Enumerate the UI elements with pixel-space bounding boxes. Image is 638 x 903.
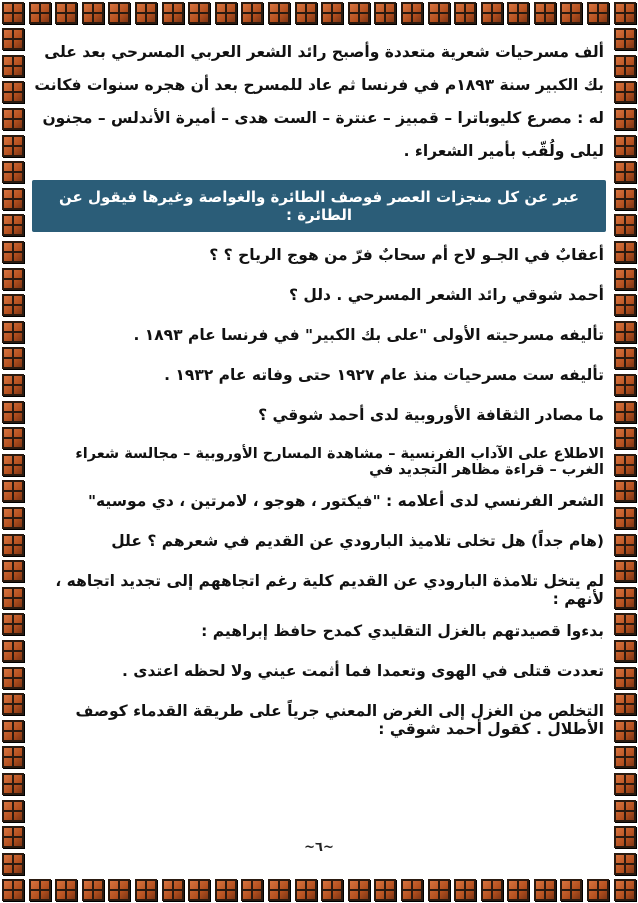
- border-box-icon: [108, 2, 130, 24]
- border-box-icon: [374, 879, 396, 901]
- section-banner: عبر عن كل منجزات العصر فوصف الطائرة والغواصة وغيرها فيقول عن الطائرة :: [32, 180, 606, 232]
- border-box-icon: [2, 28, 24, 50]
- verse-line: أعقابٌ في الجـو لاح أم سحابٌ فرّ من هوج الرياح ؟ ؟: [209, 246, 604, 264]
- border-box-icon: [507, 879, 529, 901]
- border-box-icon: [587, 879, 609, 901]
- top-border: [0, 0, 638, 26]
- border-box-icon: [135, 2, 157, 24]
- border-box-icon: [82, 879, 104, 901]
- page-number: ~٦~: [304, 840, 334, 855]
- border-box-icon: [2, 374, 24, 396]
- border-box-icon: [2, 613, 24, 635]
- answer-2: تأليفه ست مسرحيات منذ عام ١٩٢٧ حتى وفاته عام ١٩٣٢ .: [164, 366, 604, 384]
- border-box-icon: [2, 108, 24, 130]
- border-box-icon: [2, 560, 24, 582]
- answer-3-line-1: الاطلاع على الآداب الفرنسية – مشاهدة المسارح الأوروبية – مجالسة شعراء الغرب – قراءة مظاهر التجديد في: [75, 446, 604, 478]
- border-box-icon: [2, 800, 24, 822]
- border-box-icon: [2, 746, 24, 768]
- border-box-icon: [428, 2, 450, 24]
- right-border: [612, 26, 638, 877]
- border-box-icon: [614, 55, 636, 77]
- border-box-icon: [614, 454, 636, 476]
- border-box-icon: [614, 347, 636, 369]
- border-box-icon: [321, 2, 343, 24]
- border-box-icon: [2, 667, 24, 689]
- border-box-icon: [2, 188, 24, 210]
- border-box-icon: [241, 2, 263, 24]
- border-box-icon: [614, 188, 636, 210]
- border-box-icon: [29, 879, 51, 901]
- intro-paragraph: ألف مسرحيات شعرية متعددة وأصبح رائد الشعر العربي المسرحي بعد على بك الكبير سنة ١٨٩٣م في فرنسا ثم عاد للمسرح بعد أن هجره سنوات فكانت له : مصرع كليوباترا – قمبيز – عنترة – الست هدى – أميرة الأندلس – مجنون ليلى ولُقّب بأمير الشعراء .: [34, 43, 604, 160]
- border-box-icon: [614, 613, 636, 635]
- border-box-icon: [2, 427, 24, 449]
- border-box-icon: [614, 135, 636, 157]
- border-box-icon: [560, 2, 582, 24]
- page-content: [34, 36, 604, 863]
- border-box-icon: [614, 720, 636, 742]
- border-box-icon: [614, 161, 636, 183]
- question-1: أحمد شوقي رائد الشعر المسرحي . دلل ؟: [289, 286, 604, 304]
- border-box-icon: [2, 321, 24, 343]
- verse-line-2: تعددت قتلى في الهوى وتعمدا فما أثمت عيني ولا لحظه اعتدى .: [121, 662, 604, 680]
- border-box-icon: [2, 853, 24, 875]
- border-box-icon: [614, 773, 636, 795]
- border-box-icon: [295, 879, 317, 901]
- border-box-icon: [188, 2, 210, 24]
- border-box-icon: [2, 347, 24, 369]
- border-box-icon: [614, 640, 636, 662]
- border-box-icon: [2, 693, 24, 715]
- question-2: ما مصادر الثقافة الأوروبية لدى أحمد شوقي ؟: [258, 406, 604, 424]
- border-box-icon: [2, 587, 24, 609]
- border-box-icon: [215, 879, 237, 901]
- border-box-icon: [614, 879, 636, 901]
- border-box-icon: [614, 560, 636, 582]
- border-box-icon: [268, 2, 290, 24]
- border-box-icon: [614, 507, 636, 529]
- border-box-icon: [481, 879, 503, 901]
- bullet-1: بدءوا قصيدتهم بالغزل التقليدي كمدح حافظ إبراهيم :: [201, 622, 604, 640]
- border-box-icon: [188, 879, 210, 901]
- border-box-icon: [135, 879, 157, 901]
- border-box-icon: [614, 241, 636, 263]
- border-box-icon: [507, 2, 529, 24]
- border-box-icon: [587, 2, 609, 24]
- border-box-icon: [321, 879, 343, 901]
- border-box-icon: [614, 401, 636, 423]
- left-border: [0, 26, 26, 877]
- border-box-icon: [82, 2, 104, 24]
- border-box-icon: [2, 214, 24, 236]
- border-box-icon: [29, 2, 51, 24]
- border-box-icon: [2, 879, 24, 901]
- border-box-icon: [614, 81, 636, 103]
- bullet-2: التخلص من الغزل إلى الغرض المعني جرياً على طريقة القدماء كوصف الأطلال . كقول أحمد شوقي :: [75, 702, 604, 738]
- border-box-icon: [401, 2, 423, 24]
- question-3: (هام جداً) هل تخلى تلاميذ البارودي عن القديم في شعرهم ؟ علل: [111, 532, 604, 550]
- border-box-icon: [534, 879, 556, 901]
- border-box-icon: [614, 321, 636, 343]
- border-box-icon: [614, 853, 636, 875]
- border-box-icon: [614, 2, 636, 24]
- border-box-icon: [162, 2, 184, 24]
- border-box-icon: [614, 800, 636, 822]
- border-box-icon: [614, 28, 636, 50]
- border-box-icon: [2, 294, 24, 316]
- border-box-icon: [614, 480, 636, 502]
- border-box-icon: [401, 879, 423, 901]
- border-box-icon: [454, 879, 476, 901]
- border-box-icon: [162, 879, 184, 901]
- border-box-icon: [348, 879, 370, 901]
- border-box-icon: [374, 2, 396, 24]
- border-box-icon: [2, 241, 24, 263]
- border-box-icon: [295, 2, 317, 24]
- bottom-border: [0, 877, 638, 903]
- border-box-icon: [2, 720, 24, 742]
- border-box-icon: [215, 2, 237, 24]
- border-box-icon: [614, 268, 636, 290]
- border-box-icon: [614, 427, 636, 449]
- border-box-icon: [614, 374, 636, 396]
- border-box-icon: [614, 108, 636, 130]
- border-box-icon: [428, 879, 450, 901]
- border-box-icon: [2, 507, 24, 529]
- border-box-icon: [2, 534, 24, 556]
- answer-1: تأليفه مسرحيته الأولى "على بك الكبير" في فرنسا عام ١٨٩٣ .: [133, 326, 604, 344]
- border-box-icon: [614, 214, 636, 236]
- border-box-icon: [2, 135, 24, 157]
- answer-3-line-2: الشعر الفرنسي لدى أعلامه : "فيكتور ، هوجو ، لامرتين ، دي موسيه": [87, 492, 604, 510]
- border-box-icon: [2, 773, 24, 795]
- border-box-icon: [614, 746, 636, 768]
- border-box-icon: [2, 2, 24, 24]
- border-box-icon: [560, 879, 582, 901]
- border-box-icon: [614, 667, 636, 689]
- border-box-icon: [2, 454, 24, 476]
- border-box-icon: [268, 879, 290, 901]
- border-box-icon: [2, 480, 24, 502]
- border-box-icon: [2, 55, 24, 77]
- border-box-icon: [241, 879, 263, 901]
- border-box-icon: [614, 534, 636, 556]
- border-box-icon: [55, 879, 77, 901]
- border-box-icon: [454, 2, 476, 24]
- border-box-icon: [2, 161, 24, 183]
- border-box-icon: [614, 693, 636, 715]
- border-box-icon: [614, 587, 636, 609]
- border-box-icon: [534, 2, 556, 24]
- border-box-icon: [481, 2, 503, 24]
- border-box-icon: [108, 879, 130, 901]
- border-box-icon: [614, 294, 636, 316]
- border-box-icon: [55, 2, 77, 24]
- answer-4: لم يتخل تلامذة البارودي عن القديم كلية رغم اتجاههم إلى تجديد اتجاهه ، لأنهم :: [55, 572, 604, 608]
- border-box-icon: [348, 2, 370, 24]
- border-box-icon: [2, 81, 24, 103]
- border-box-icon: [2, 268, 24, 290]
- border-box-icon: [2, 401, 24, 423]
- border-box-icon: [2, 640, 24, 662]
